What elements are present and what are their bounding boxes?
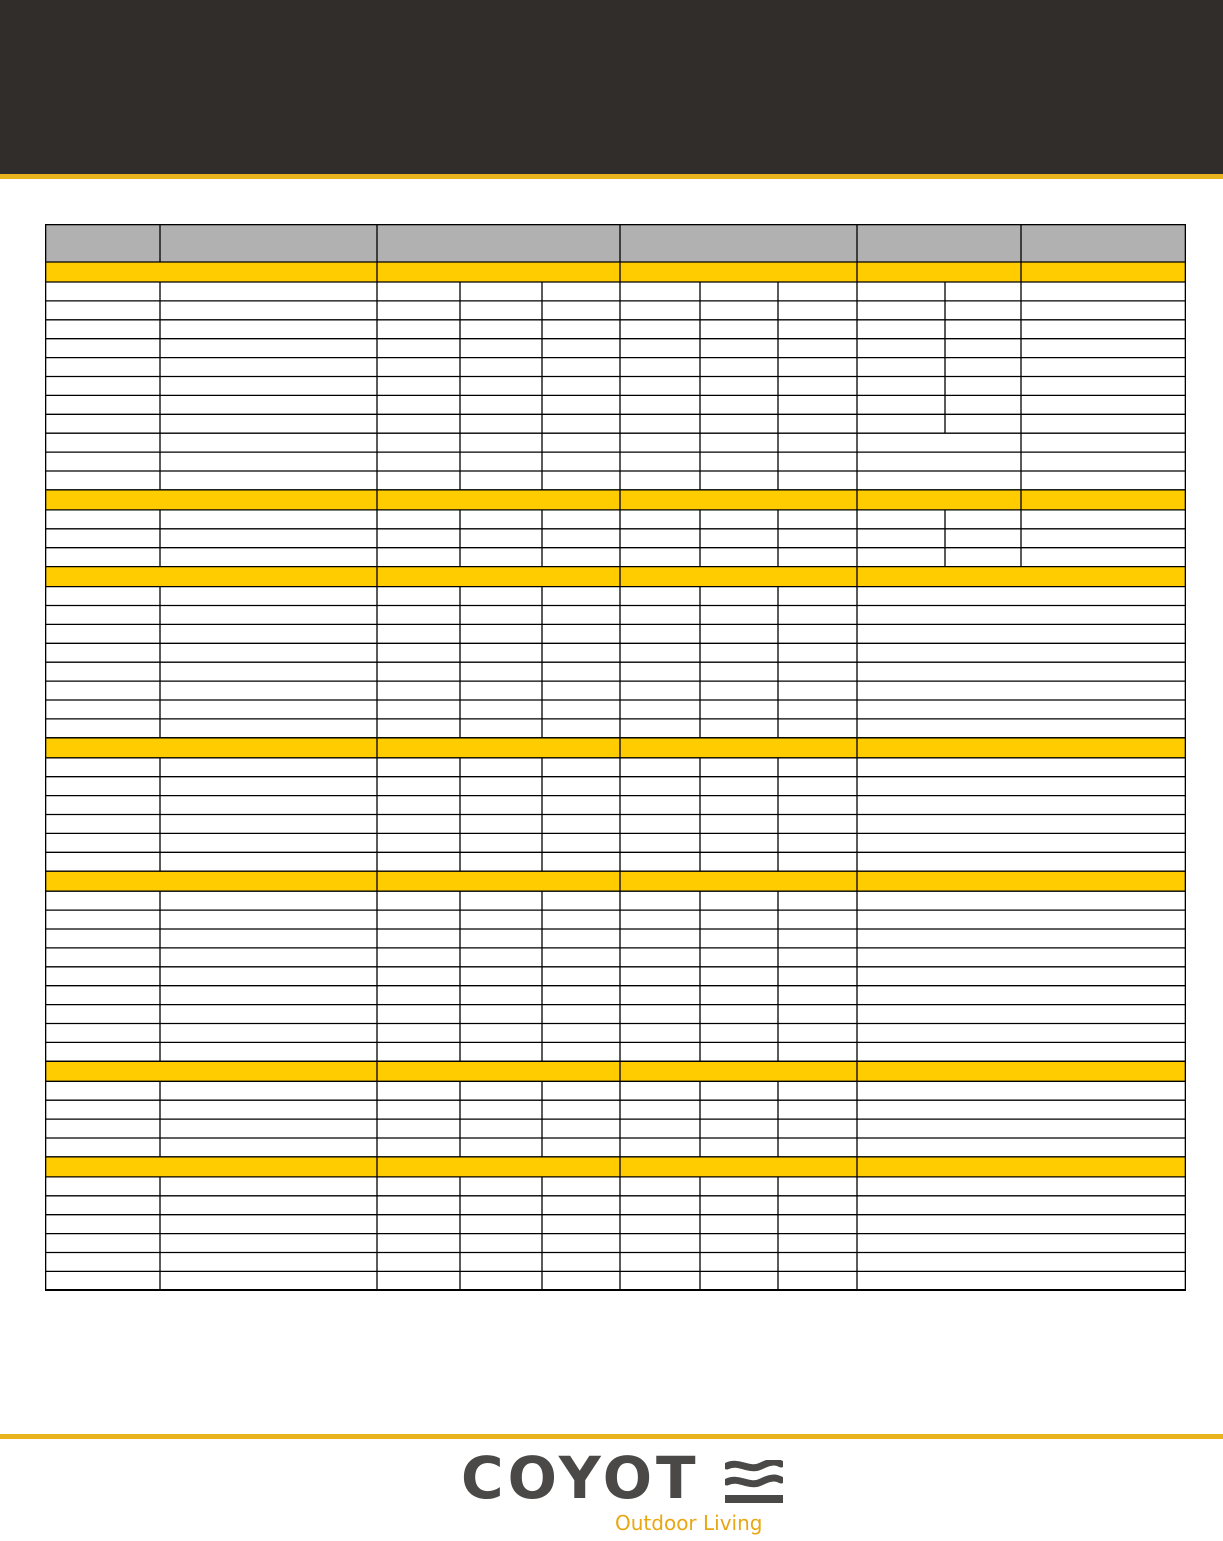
header-banner [0, 0, 1223, 174]
logo-tagline: Outdoor Living [615, 1511, 763, 1535]
section-header-row [45, 1157, 1186, 1177]
coyote-logo [461, 1444, 791, 1538]
logo-wave-e-icon [725, 1460, 783, 1504]
footer-accent-rule [0, 1434, 1223, 1439]
spec-table-grid [45, 224, 1186, 1351]
spec-table [45, 224, 1186, 1351]
section-header-row [45, 567, 1186, 587]
header-accent-rule [0, 174, 1223, 179]
section-header-row [45, 738, 1186, 758]
section-header-row [45, 1061, 1186, 1081]
section-header-row [45, 262, 1186, 282]
logo-wordmark: COYOT [461, 1444, 700, 1512]
header-row [45, 224, 1186, 262]
section-header-row [45, 871, 1186, 891]
section-header-row [45, 490, 1186, 510]
